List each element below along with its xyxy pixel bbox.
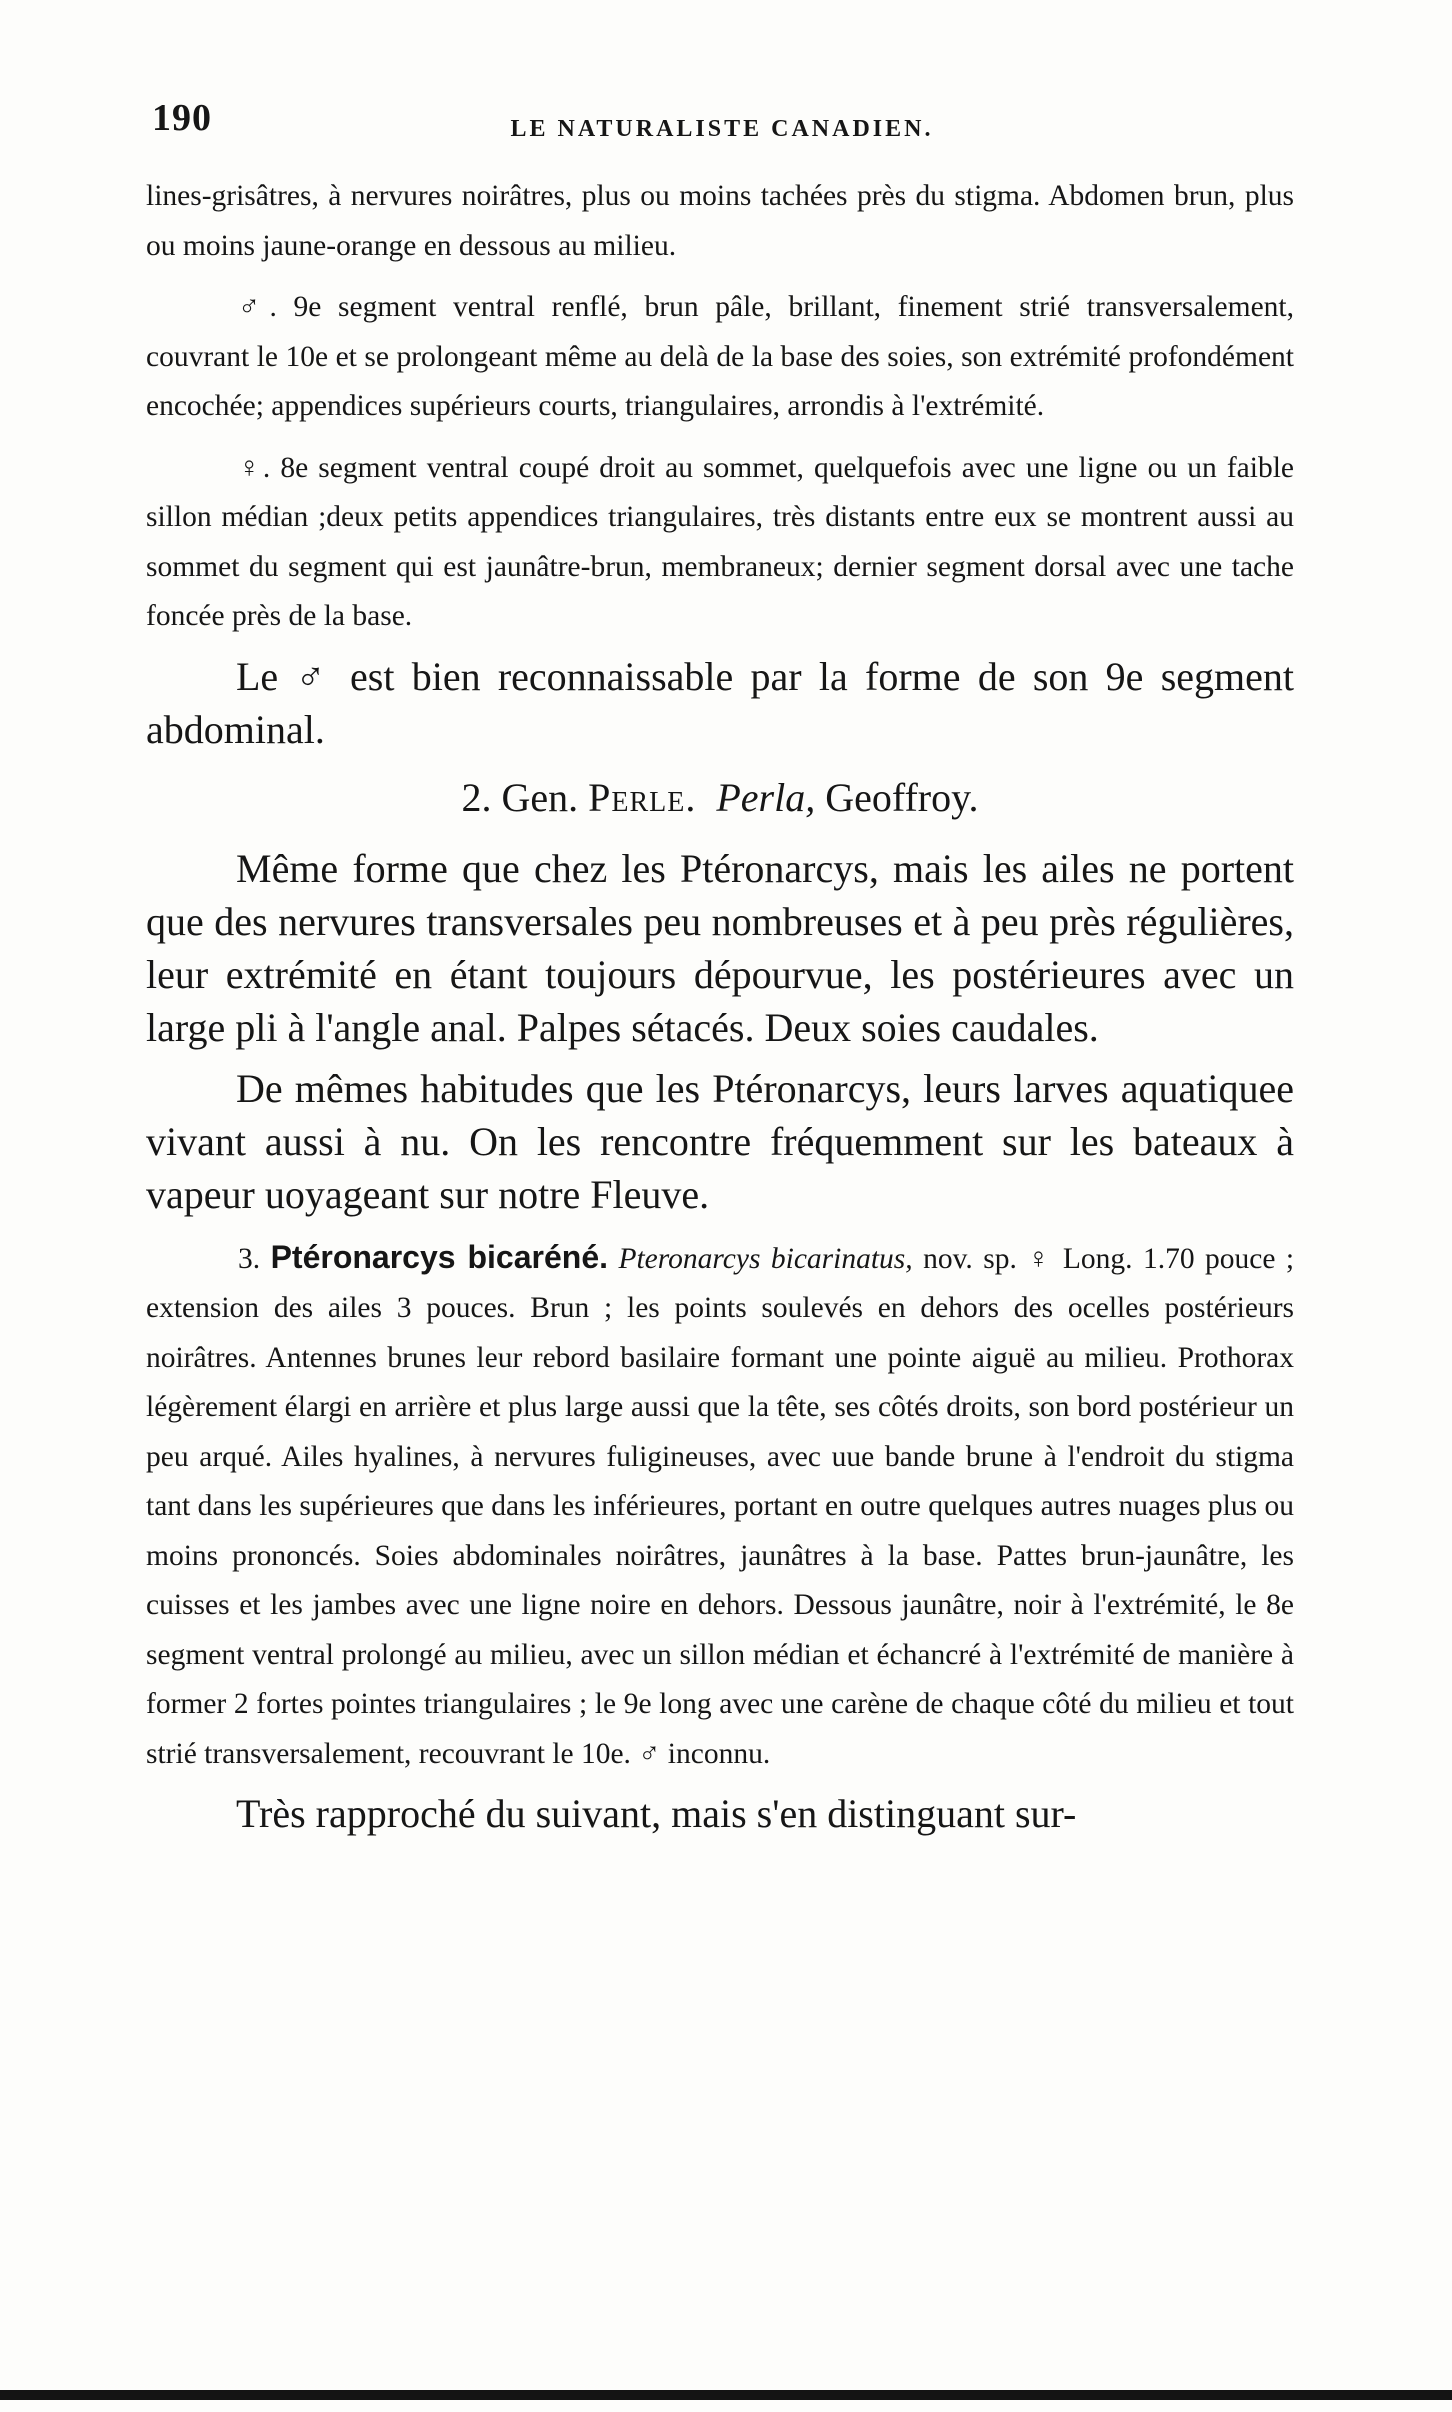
genus-heading bbox=[146, 770, 1294, 826]
bottom-edge-rule bbox=[0, 2390, 1452, 2400]
paragraph-comparison: Très rapproché du suivant, mais s'en distinguant sur- bbox=[236, 1791, 1077, 1836]
body-text bbox=[146, 172, 1294, 1840]
species-description-text: nov. sp. ♀ Long. 1.70 pouce ; extension des ailes 3 pouces. Brun ; les points soulevés en dehors des ocelles postérieurs noirâtres. Antennes brunes leur rebord basilaire formant une pointe aiguë au milieu. Prothorax légèrement élargi en arrière et plus large aussi que la tête, ses côtés droits, son bord postérieur un peu arqué. Ailes hyalines, à nervures fuligineuses, avec uue bande brune à l'endroit du stigma tant dans les supérieures que dans les inférieures, portant en outre quelques autres nuages plus ou moins prononcés. Soies abdominales noirâtres, jaunâtres à la base. Pattes brun-jaunâtre, les cuisses et les jambes avec une ligne noire en dehors. Dessous jaunâtre, noir à l'extrémité, le 8e segment ventral prolongé au milieu, avec un sillon médian et échancré à l'extrémité de manière à former 2 fortes pointes triangulaires ; le 9e long avec une carène de chaque côté du milieu et tout strié transversalement, recouvrant le 10e. ♂ inconnu. bbox=[146, 1242, 1295, 1770]
genus-heading-author: Geoffroy. bbox=[825, 774, 979, 820]
genus-heading-latin: Perla, bbox=[716, 774, 816, 820]
genus-heading-prefix: 2. Gen. bbox=[461, 774, 579, 820]
species-name: Ptéronarcys bicaréné. bbox=[270, 1238, 609, 1275]
species-number: 3. bbox=[238, 1242, 261, 1275]
paragraph-species-description bbox=[146, 1233, 1294, 1780]
paragraph-female-description: ♀. 8e segment ventral coupé droit au sommet, quelquefois avec une ligne ou un faible sillon médian ;deux petits appendices triangulaires, très distants entre eux se montrent aussi au sommet du segment qui est jaunâtre-brun, membraneux; dernier segment dorsal avec une tache foncée près de la base. bbox=[146, 451, 1294, 632]
paragraph-male-note: Le ♂ est bien reconnaissable par la forme de son 9e segment abdominal. bbox=[146, 653, 1294, 752]
species-latin-name: Pteronarcys bicarinatus, bbox=[618, 1242, 913, 1275]
running-title: LE NATURALISTE CANADIEN. bbox=[510, 116, 934, 142]
paragraph-genus-description: Même forme que chez les Ptéronarcys, mais les ailes ne portent que des nervures transversales peu nombreuses et à peu près régulières, leur extrémité en étant toujours dépourvue, les postérieures avec un large pli à l'angle anal. Palpes sétacés. Deux soies caudales. bbox=[146, 845, 1294, 1050]
paragraph-continuation: lines-grisâtres, à nervures noirâtres, plus ou moins tachées près du stigma. Abdomen brun, plus ou moins jaune-orange en dessous au milieu. bbox=[146, 180, 1294, 262]
paragraph-genus-habits: De mêmes habitudes que les Ptéronarcys, leurs larves aquatiquee vivant aussi à nu. On les rencontre fréquemment sur les bateaux à vapeur uoyageant sur notre Fleuve. bbox=[146, 1065, 1294, 1217]
page-number: 190 bbox=[152, 97, 212, 139]
genus-heading-name: Perle. bbox=[588, 774, 697, 820]
page-header bbox=[152, 96, 1292, 146]
paragraph-male-description: ♂. 9e segment ventral renflé, brun pâle, brillant, finement strié transversalement, couvrant le 10e et se prolongeant même au delà de la base des soies, son extrémité profondément encochée; appendices supérieurs courts, triangulaires, arrondis à l'extrémité. bbox=[146, 291, 1294, 422]
